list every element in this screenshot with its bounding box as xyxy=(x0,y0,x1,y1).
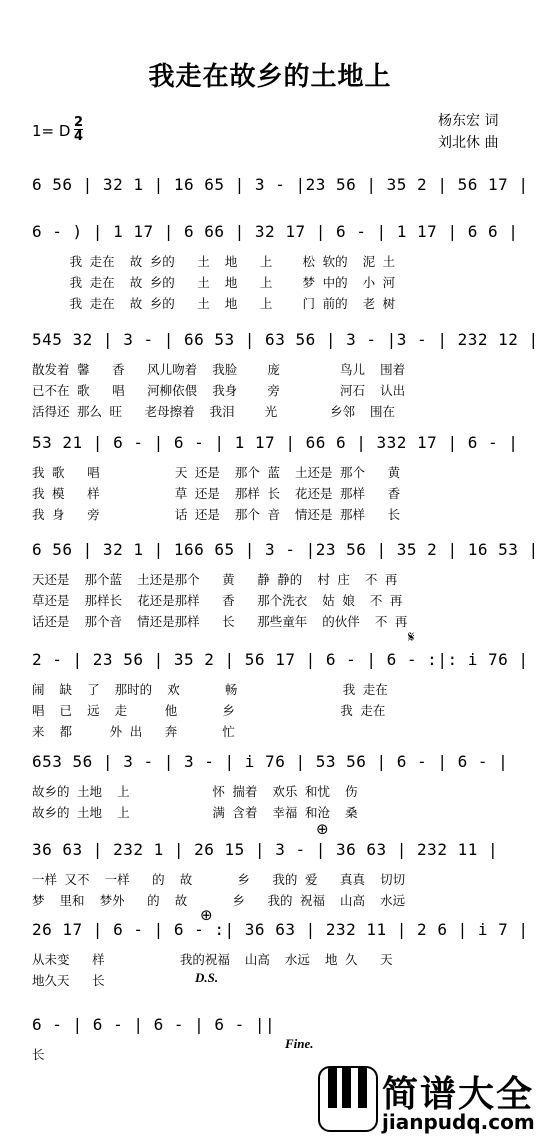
lyric-line-3-1: 散发着 馨 香 风儿吻着 我脸 庞 鸟儿 围着 xyxy=(32,362,406,377)
page-title: 我走在故乡的土地上 xyxy=(148,62,392,92)
lyric-line-2-2: 我 走在 故 乡的 土 地 上 梦 中的 小 河 xyxy=(32,275,396,290)
notation-line-9: 26 17 | 6 - | 6 - :| 36 63 | 232 11 | 2 6 | i 7 | xyxy=(32,920,529,939)
fine-mark: Fine. xyxy=(285,1036,314,1051)
logo-url: jianpudq.com xyxy=(382,1110,535,1134)
lyric-line-10-1: 长 xyxy=(32,1047,45,1062)
piano-keys-icon xyxy=(318,1066,378,1132)
notation-line-2: 6 - ) | 1 17 | 6 66 | 32 17 | 6 - | 1 17 | 6 6 | xyxy=(32,222,519,241)
lyric-line-5-3: 话还是 那个音 情还是那样 长 那些童年 的伙伴 不 再 xyxy=(32,614,408,629)
lyric-line-3-2: 已不在 歌 唱 河柳依偎 我身 旁 河石 认出 xyxy=(32,383,406,398)
lyric-line-9-1: 从未变 样 我的祝福 山高 水远 地 久 天 xyxy=(32,952,393,967)
time-sig-top: 2 xyxy=(74,115,84,130)
coda-icon-2: ⊕ xyxy=(200,906,213,924)
lyric-line-7-2: 故乡的 土地 上 满 含着 幸福 和沧 桑 xyxy=(32,805,358,820)
lyric-line-4-3: 我 身 旁 话 还是 那个 音 情还是 那样 长 xyxy=(32,507,401,522)
site-logo xyxy=(318,1066,538,1134)
key-signature: 1= D xyxy=(32,122,71,140)
logo-text: 简谱大全 xyxy=(382,1074,535,1115)
composer-credit: 刘北休 曲 xyxy=(438,135,499,151)
lyric-line-4-1: 我 歌 唱 天 还是 那个 蓝 土还是 那个 黄 xyxy=(32,465,401,480)
lyric-line-5-1: 天还是 那个蓝 土还是那个 黄 静 静的 村 庄 不 再 xyxy=(32,572,398,587)
lyric-line-8-2: 梦 里和 梦外 的 故 乡 我的 祝福 山高 水远 xyxy=(32,893,406,908)
lyric-line-6-1: 闹 缺 了 那时的 欢 畅 我 走在 xyxy=(32,682,388,697)
time-sig-bottom: 4 xyxy=(74,129,84,144)
lyric-line-8-1: 一样 又不 一样 的 故 乡 我的 爱 真真 切切 xyxy=(32,872,406,887)
lyric-line-4-2: 我 模 样 草 还是 那样 长 花还是 那样 香 xyxy=(32,486,401,501)
lyric-line-5-2: 草还是 那样长 花还是那样 香 那个洗衣 姑 娘 不 再 xyxy=(32,593,403,608)
notation-line-10: 6 - | 6 - | 6 - | 6 - || xyxy=(32,1015,276,1034)
lyric-line-9-2: 地久天 长 xyxy=(32,973,105,988)
lyric-line-6-2: 唱 已 远 走 他 乡 我 走在 xyxy=(32,703,386,718)
notation-line-3: 545 32 | 3 - | 66 53 | 63 56 | 3 - |3 - | 232 12 | xyxy=(32,330,539,349)
lyric-line-6-3: 来 都 外 出 奔 忙 xyxy=(32,724,235,739)
lyric-line-3-3: 活得还 那么 旺 老母擦着 我泪 光 乡邻 围在 xyxy=(32,404,396,419)
notation-line-4: 53 21 | 6 - | 6 - | 1 17 | 66 6 | 332 17 | 6 - | xyxy=(32,433,519,452)
coda-icon: ⊕ xyxy=(316,820,329,838)
lyric-line-2-1: 我 走在 故 乡的 土 地 上 松 软的 泥 土 xyxy=(32,254,396,269)
ds-mark: D.S. xyxy=(195,970,219,985)
lyric-line-2-3: 我 走在 故 乡的 土 地 上 门 前的 老 树 xyxy=(32,296,396,311)
lyric-line-7-1: 故乡的 土地 上 怀 揣着 欢乐 和忧 伤 xyxy=(32,784,358,799)
notation-line-8: 36 63 | 232 1 | 26 15 | 3 - | 36 63 | 232 11 | xyxy=(32,840,499,859)
notation-line-7: 653 56 | 3 - | 3 - | i 76 | 53 56 | 6 - | 6 - | xyxy=(32,752,509,771)
notation-line-1: 6 56 | 32 1 | 16 65 | 3 - |23 56 | 35 2 | 56 17 | xyxy=(32,175,529,194)
notation-line-6: 2 - | 23 56 | 35 2 | 56 17 | 6 - | 6 - :|: i 76 | xyxy=(32,650,529,669)
segno-icon: 𝄋 xyxy=(408,628,415,646)
lyricist-credit: 杨东宏 词 xyxy=(438,113,499,129)
time-signature xyxy=(74,116,83,143)
notation-line-5: 6 56 | 32 1 | 166 65 | 3 - |23 56 | 35 2 | 16 53 | xyxy=(32,540,539,559)
